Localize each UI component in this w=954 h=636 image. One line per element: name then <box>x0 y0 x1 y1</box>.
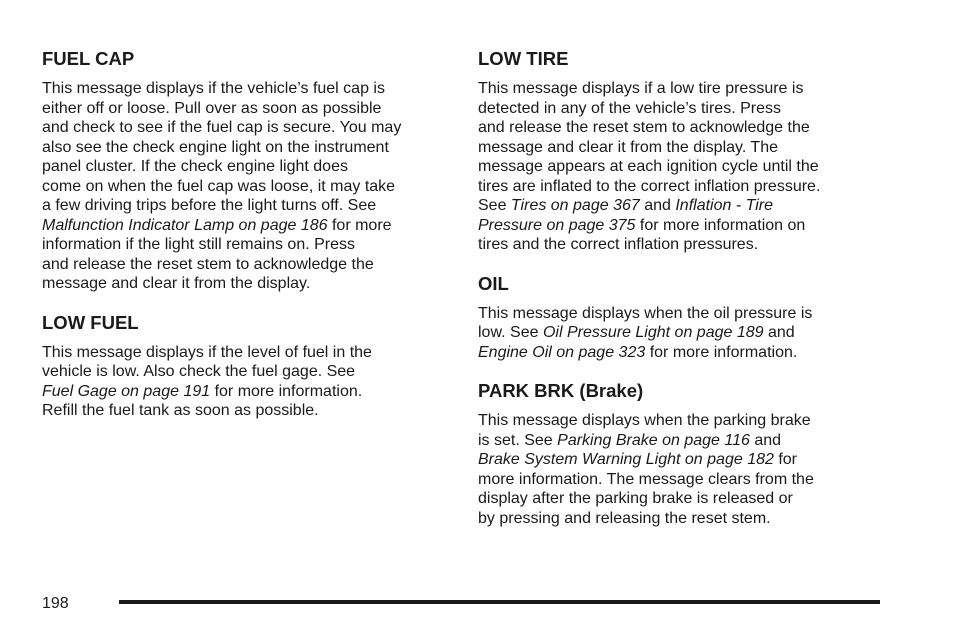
text-line: and release the reset stem to acknowledge the <box>42 255 374 273</box>
text-line <box>42 382 452 402</box>
page-reference-link[interactable]: Malfunction Indicator Lamp on page 186 <box>42 216 328 234</box>
text-line: display after the parking brake is released or <box>478 490 793 507</box>
page-reference-link[interactable]: Brake System Warning Light on page 182 <box>478 451 774 468</box>
text-fragment: for more <box>327 216 392 234</box>
text-line <box>478 450 878 470</box>
text-line: information if the light still remains on. Press <box>42 236 356 253</box>
section-park-brk <box>478 380 878 528</box>
left-column <box>42 48 452 439</box>
page-number: 198 <box>42 595 69 612</box>
text-line <box>478 323 878 343</box>
text-line: panel cluster. If the check engine light does <box>42 158 348 175</box>
text-line: come on when the fuel cap was loose, it may take <box>42 177 396 195</box>
text-line: This message displays if a low tire pressure is <box>478 80 804 97</box>
text-line <box>478 343 878 363</box>
page-reference-link[interactable]: Fuel Gage on page 191 <box>42 382 211 400</box>
page-reference-link[interactable]: Oil Pressure Light on page 189 <box>542 324 764 341</box>
text-line: vehicle is low. Also check the fuel gage. See <box>42 363 356 380</box>
section-body <box>478 411 878 528</box>
text-fragment: and <box>639 197 676 214</box>
text-line <box>478 431 878 451</box>
footer-divider <box>119 600 880 604</box>
text-fragment: and <box>749 431 782 449</box>
text-line: and release the reset stem to acknowledge the <box>478 119 810 136</box>
text-line: also see the check engine light on the instrument <box>42 138 389 156</box>
section-oil <box>478 273 878 363</box>
text-line: This message displays when the parking brake <box>478 412 811 429</box>
section-heading: FUEL CAP <box>42 48 135 69</box>
text-line <box>42 216 452 236</box>
text-line: message and clear it from the display. <box>42 275 311 292</box>
section-low-fuel <box>42 312 452 421</box>
page-reference-link[interactable]: Engine Oil on page 323 <box>478 343 646 361</box>
text-line: a few driving trips before the light turns off. See <box>42 197 377 214</box>
text-line <box>478 196 878 216</box>
section-heading: PARK BRK (Brake) <box>478 380 644 401</box>
text-line: and check to see if the fuel cap is secure. You may <box>42 119 402 136</box>
text-line: This message displays when the oil pressure is <box>478 304 813 322</box>
text-line: tires are inflated to the correct inflation pressure. <box>478 177 821 195</box>
text-line: by pressing and releasing the reset stem. <box>478 509 771 527</box>
text-line: more information. The message clears from the <box>478 470 814 488</box>
section-heading: OIL <box>478 272 509 294</box>
page-reference-link[interactable]: Inflation - Tire <box>675 197 774 214</box>
section-body <box>478 79 878 255</box>
section-body <box>478 304 878 363</box>
page-reference-link[interactable]: Tires on page 367 <box>510 197 640 214</box>
text-fragment: for more information. <box>210 382 363 400</box>
text-fragment: for more information. <box>645 343 798 361</box>
text-line: message appears at each ignition cycle until the <box>478 158 819 175</box>
section-body <box>42 343 452 421</box>
text-line: tires and the correct inflation pressures. <box>478 236 759 253</box>
text-line: Refill the fuel tank as soon as possible. <box>42 402 319 419</box>
section-heading: LOW FUEL <box>42 311 139 333</box>
text-fragment: See <box>478 197 511 214</box>
text-line: This message displays if the vehicle’s fuel cap is <box>42 80 385 97</box>
page-reference-link[interactable]: Parking Brake on page 116 <box>557 431 750 449</box>
text-line: either off or loose. Pull over as soon as possible <box>42 99 382 117</box>
text-fragment: for <box>773 451 798 468</box>
right-column <box>478 48 878 546</box>
section-low-tire <box>478 48 878 255</box>
section-heading: LOW TIRE <box>478 48 569 69</box>
section-fuel-cap <box>42 48 452 294</box>
text-fragment: for more information on <box>635 216 806 234</box>
text-line: This message displays if the level of fuel in the <box>42 343 372 361</box>
text-fragment: is set. See <box>478 431 558 449</box>
text-line: message and clear it from the display. The <box>478 138 778 156</box>
text-fragment: and <box>763 324 795 341</box>
page-reference-link[interactable]: Pressure on page 375 <box>478 216 636 234</box>
text-line: detected in any of the vehicle’s tires. Press <box>478 99 781 117</box>
text-fragment: low. See <box>478 324 543 341</box>
section-body <box>42 79 452 294</box>
text-line <box>478 216 878 236</box>
